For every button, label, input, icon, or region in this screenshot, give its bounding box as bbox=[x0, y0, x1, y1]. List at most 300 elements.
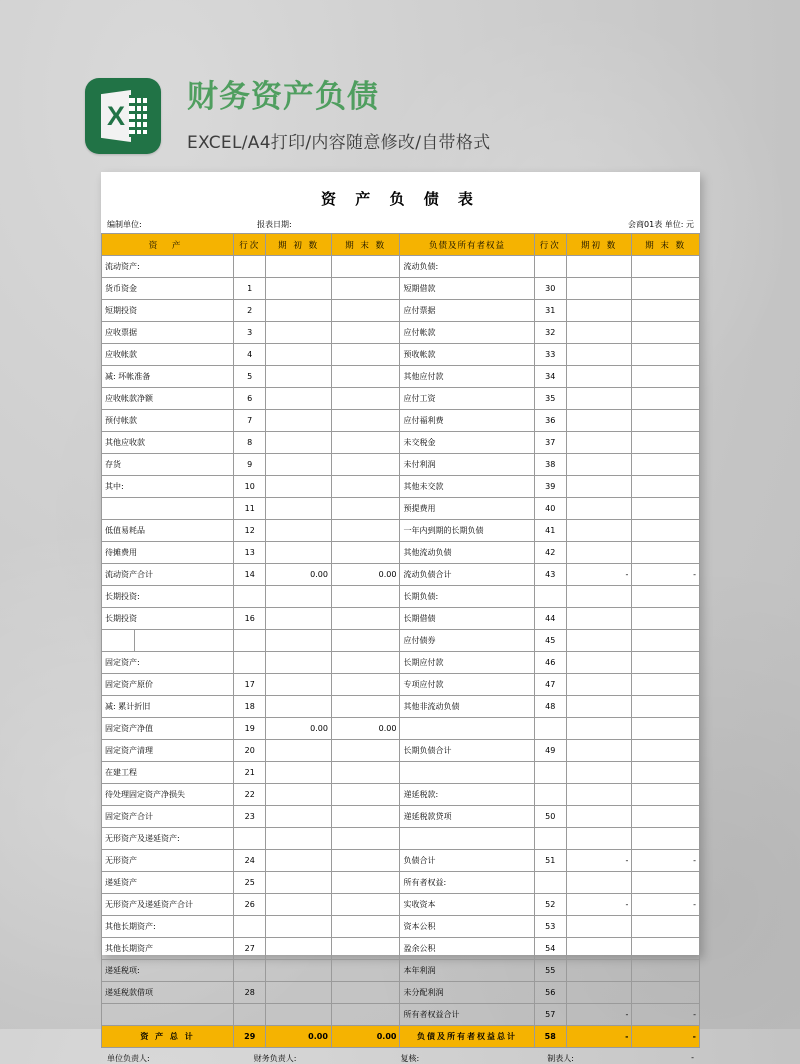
item-label-cell: 流动负债合计 bbox=[400, 564, 534, 586]
begin-value-cell bbox=[566, 740, 632, 762]
begin-value-cell bbox=[566, 652, 632, 674]
begin-value-cell bbox=[266, 850, 332, 872]
end-value-cell bbox=[632, 916, 700, 938]
begin-value-cell bbox=[266, 1004, 332, 1026]
item-label-cell: 专项应付款 bbox=[400, 674, 534, 696]
begin-value-cell bbox=[566, 938, 632, 960]
begin-value-cell bbox=[266, 740, 332, 762]
total-assets-line-no: 29 bbox=[234, 1026, 266, 1048]
end-value-cell bbox=[331, 740, 400, 762]
item-label-cell: 未分配利润 bbox=[400, 982, 534, 1004]
end-value-cell bbox=[632, 938, 700, 960]
begin-value-cell: - bbox=[566, 850, 632, 872]
end-value-cell bbox=[632, 410, 700, 432]
signature-trailing-dash: - bbox=[691, 1053, 694, 1062]
begin-value-cell bbox=[566, 806, 632, 828]
table-row bbox=[102, 388, 700, 410]
end-value-cell bbox=[331, 630, 400, 652]
begin-value-cell bbox=[266, 674, 332, 696]
line-no-cell: 56 bbox=[534, 982, 566, 1004]
end-value-cell bbox=[632, 740, 700, 762]
table-row bbox=[102, 432, 700, 454]
begin-value-cell bbox=[566, 454, 632, 476]
item-label-cell: 应付帐款 bbox=[400, 322, 534, 344]
balance-sheet-table bbox=[101, 233, 700, 1048]
table-row bbox=[102, 476, 700, 498]
item-label-cell: 低值易耗品 bbox=[102, 520, 234, 542]
table-row bbox=[102, 828, 700, 850]
begin-value-cell bbox=[566, 388, 632, 410]
line-no-cell bbox=[234, 960, 266, 982]
begin-value-cell bbox=[266, 960, 332, 982]
begin-value-cell bbox=[266, 432, 332, 454]
item-label-cell: 所有者权益合计 bbox=[400, 1004, 534, 1026]
col-header-end-right: 期 末 数 bbox=[632, 234, 700, 256]
table-body bbox=[102, 256, 700, 1048]
end-value-cell bbox=[331, 850, 400, 872]
begin-value-cell: - bbox=[566, 564, 632, 586]
begin-value-cell bbox=[266, 300, 332, 322]
table-row bbox=[102, 718, 700, 740]
end-value-cell bbox=[331, 608, 400, 630]
item-label-cell: 短期借款 bbox=[400, 278, 534, 300]
end-value-cell bbox=[632, 278, 700, 300]
begin-value-cell bbox=[266, 872, 332, 894]
table-row bbox=[102, 674, 700, 696]
begin-value-cell bbox=[566, 476, 632, 498]
begin-value-cell bbox=[266, 696, 332, 718]
line-no-cell bbox=[234, 828, 266, 850]
line-no-cell: 55 bbox=[534, 960, 566, 982]
item-label-cell: 应付票据 bbox=[400, 300, 534, 322]
item-label-cell: 递延资产 bbox=[102, 872, 234, 894]
line-no-cell: 33 bbox=[534, 344, 566, 366]
item-label-cell: 预提费用 bbox=[400, 498, 534, 520]
begin-value-cell bbox=[266, 806, 332, 828]
item-label-cell: 待摊费用 bbox=[102, 542, 234, 564]
item-label-cell: 长期投资 bbox=[102, 608, 234, 630]
section-label-cell: 无形资产及递延资产: bbox=[102, 828, 234, 850]
form-code-label: 会商01表 单位: 元 bbox=[628, 220, 694, 229]
end-value-cell bbox=[632, 630, 700, 652]
item-label-cell bbox=[102, 498, 234, 520]
table-row bbox=[102, 652, 700, 674]
end-value-cell: - bbox=[632, 894, 700, 916]
signature-finance-head: 财务负责人: bbox=[253, 1054, 297, 1063]
line-no-cell: 57 bbox=[534, 1004, 566, 1026]
line-no-cell: 41 bbox=[534, 520, 566, 542]
end-value-cell bbox=[331, 828, 400, 850]
line-no-cell: 35 bbox=[534, 388, 566, 410]
signature-unit-head: 单位负责人: bbox=[107, 1054, 150, 1063]
line-no-cell: 2 bbox=[234, 300, 266, 322]
line-no-cell: 51 bbox=[534, 850, 566, 872]
item-label-cell: 应付债券 bbox=[400, 630, 534, 652]
begin-value-cell bbox=[566, 498, 632, 520]
line-no-cell: 42 bbox=[534, 542, 566, 564]
end-value-cell bbox=[331, 366, 400, 388]
item-label-cell bbox=[400, 828, 534, 850]
item-label-cell: 固定资产合计 bbox=[102, 806, 234, 828]
total-liab-equity-end: - bbox=[632, 1026, 700, 1048]
line-no-cell bbox=[534, 828, 566, 850]
end-value-cell bbox=[331, 300, 400, 322]
table-row bbox=[102, 278, 700, 300]
begin-value-cell bbox=[566, 278, 632, 300]
table-row bbox=[102, 322, 700, 344]
end-value-cell bbox=[632, 960, 700, 982]
line-no-cell: 54 bbox=[534, 938, 566, 960]
end-value-cell bbox=[632, 366, 700, 388]
end-value-cell bbox=[331, 674, 400, 696]
begin-value-cell bbox=[566, 586, 632, 608]
line-no-cell: 22 bbox=[234, 784, 266, 806]
line-no-cell: 14 bbox=[234, 564, 266, 586]
item-label-cell: 其他非流动负债 bbox=[400, 696, 534, 718]
item-label-cell: 应收帐款净额 bbox=[102, 388, 234, 410]
begin-value-cell bbox=[266, 828, 332, 850]
table-row bbox=[102, 498, 700, 520]
section-label-cell: 流动负债: bbox=[400, 256, 534, 278]
line-no-cell: 28 bbox=[234, 982, 266, 1004]
item-label-cell: 长期借债 bbox=[400, 608, 534, 630]
section-label-cell: 递延税款: bbox=[400, 784, 534, 806]
section-label-cell: 其他长期资产: bbox=[102, 916, 234, 938]
item-label-cell bbox=[102, 1004, 234, 1026]
col-header-end-left: 期 末 数 bbox=[331, 234, 400, 256]
line-no-cell: 34 bbox=[534, 366, 566, 388]
item-label-cell bbox=[400, 718, 534, 740]
end-value-cell bbox=[632, 872, 700, 894]
line-no-cell bbox=[234, 586, 266, 608]
promo-banner bbox=[85, 78, 490, 154]
item-label-cell: 其他长期资产 bbox=[102, 938, 234, 960]
line-no-cell: 27 bbox=[234, 938, 266, 960]
line-no-cell: 53 bbox=[534, 916, 566, 938]
end-value-cell bbox=[331, 344, 400, 366]
section-label-cell: 固定资产: bbox=[102, 652, 234, 674]
end-value-cell: 0.00 bbox=[331, 718, 400, 740]
table-row bbox=[102, 960, 700, 982]
section-label-cell: 所有者权益: bbox=[400, 872, 534, 894]
begin-value-cell bbox=[266, 366, 332, 388]
item-label-cell: 固定资产原价 bbox=[102, 674, 234, 696]
begin-value-cell: 0.00 bbox=[266, 564, 332, 586]
end-value-cell bbox=[331, 1004, 400, 1026]
begin-value-cell bbox=[266, 762, 332, 784]
line-no-cell: 3 bbox=[234, 322, 266, 344]
line-no-cell: 46 bbox=[534, 652, 566, 674]
end-value-cell bbox=[632, 542, 700, 564]
item-label-cell: 其他应付款 bbox=[400, 366, 534, 388]
total-liab-equity-line-no: 58 bbox=[534, 1026, 566, 1048]
end-value-cell bbox=[331, 520, 400, 542]
section-label-cell: 递延税项: bbox=[102, 960, 234, 982]
begin-value-cell bbox=[266, 894, 332, 916]
end-value-cell bbox=[632, 432, 700, 454]
line-no-cell: 39 bbox=[534, 476, 566, 498]
item-label-cell: 盈余公积 bbox=[400, 938, 534, 960]
item-label-cell: 无形资产 bbox=[102, 850, 234, 872]
item-label-cell: 流动资产合计 bbox=[102, 564, 234, 586]
item-label-cell: 预付帐款 bbox=[102, 410, 234, 432]
split-cell bbox=[102, 630, 234, 652]
table-row bbox=[102, 740, 700, 762]
line-no-cell: 49 bbox=[534, 740, 566, 762]
begin-value-cell bbox=[266, 520, 332, 542]
begin-value-cell bbox=[266, 278, 332, 300]
begin-value-cell: - bbox=[566, 894, 632, 916]
end-value-cell bbox=[632, 454, 700, 476]
end-value-cell bbox=[331, 542, 400, 564]
end-value-cell bbox=[632, 762, 700, 784]
line-no-cell: 26 bbox=[234, 894, 266, 916]
end-value-cell bbox=[331, 652, 400, 674]
line-no-cell: 30 bbox=[534, 278, 566, 300]
table-row bbox=[102, 608, 700, 630]
line-no-cell: 50 bbox=[534, 806, 566, 828]
col-header-liabilities: 负债及所有者权益 bbox=[400, 234, 534, 256]
line-no-cell bbox=[534, 762, 566, 784]
end-value-cell bbox=[632, 806, 700, 828]
item-label-cell: 负债合计 bbox=[400, 850, 534, 872]
end-value-cell bbox=[331, 960, 400, 982]
begin-value-cell: - bbox=[566, 1004, 632, 1026]
item-label-cell: 固定资产净值 bbox=[102, 718, 234, 740]
end-value-cell bbox=[331, 256, 400, 278]
begin-value-cell bbox=[566, 982, 632, 1004]
line-no-cell bbox=[234, 652, 266, 674]
line-no-cell bbox=[234, 916, 266, 938]
begin-value-cell bbox=[566, 410, 632, 432]
item-label-cell: 一年内到期的长期负债 bbox=[400, 520, 534, 542]
end-value-cell bbox=[632, 608, 700, 630]
begin-value-cell bbox=[566, 542, 632, 564]
table-row bbox=[102, 894, 700, 916]
col-header-line-no-left: 行次 bbox=[234, 234, 266, 256]
item-label-cell: 应付福利费 bbox=[400, 410, 534, 432]
item-label-cell: 长期负债合计 bbox=[400, 740, 534, 762]
total-assets-begin: 0.00 bbox=[266, 1026, 332, 1048]
begin-value-cell bbox=[266, 476, 332, 498]
item-label-cell: 实收资本 bbox=[400, 894, 534, 916]
line-no-cell: 31 bbox=[534, 300, 566, 322]
line-no-cell bbox=[234, 1004, 266, 1026]
page-title: 资 产 负 债 表 bbox=[321, 190, 480, 208]
col-header-begin-left: 期 初 数 bbox=[266, 234, 332, 256]
end-value-cell bbox=[331, 278, 400, 300]
item-label-cell: 未交税金 bbox=[400, 432, 534, 454]
line-no-cell: 38 bbox=[534, 454, 566, 476]
section-label-cell: 流动资产: bbox=[102, 256, 234, 278]
line-no-cell: 43 bbox=[534, 564, 566, 586]
begin-value-cell bbox=[566, 630, 632, 652]
section-label-cell: 长期负债: bbox=[400, 586, 534, 608]
table-row bbox=[102, 586, 700, 608]
line-no-cell: 48 bbox=[534, 696, 566, 718]
line-no-cell: 21 bbox=[234, 762, 266, 784]
line-no-cell: 19 bbox=[234, 718, 266, 740]
begin-value-cell bbox=[566, 366, 632, 388]
signature-reviewer: 复核: bbox=[400, 1054, 420, 1063]
begin-value-cell bbox=[266, 542, 332, 564]
line-no-cell: 45 bbox=[534, 630, 566, 652]
end-value-cell bbox=[632, 696, 700, 718]
end-value-cell: 0.00 bbox=[331, 564, 400, 586]
item-label-cell: 减: 坏帐准备 bbox=[102, 366, 234, 388]
item-label-cell: 待处理固定资产净损失 bbox=[102, 784, 234, 806]
table-header bbox=[102, 234, 700, 256]
end-value-cell bbox=[632, 652, 700, 674]
table-row bbox=[102, 300, 700, 322]
table-row bbox=[102, 696, 700, 718]
line-no-cell: 44 bbox=[534, 608, 566, 630]
total-liab-equity-label: 负债及所有者权益总计 bbox=[400, 1026, 534, 1048]
item-label-cell: 递延税款借项 bbox=[102, 982, 234, 1004]
begin-value-cell bbox=[566, 344, 632, 366]
line-no-cell: 32 bbox=[534, 322, 566, 344]
item-label-cell: 短期投资 bbox=[102, 300, 234, 322]
begin-value-cell bbox=[566, 828, 632, 850]
item-label-cell: 其中: bbox=[102, 476, 234, 498]
item-label-cell: 未付利润 bbox=[400, 454, 534, 476]
begin-value-cell: 0.00 bbox=[266, 718, 332, 740]
begin-value-cell bbox=[266, 344, 332, 366]
begin-value-cell bbox=[266, 652, 332, 674]
begin-value-cell bbox=[566, 960, 632, 982]
end-value-cell bbox=[632, 300, 700, 322]
table-row bbox=[102, 762, 700, 784]
end-value-cell: - bbox=[632, 850, 700, 872]
end-value-cell bbox=[331, 454, 400, 476]
begin-value-cell bbox=[566, 608, 632, 630]
line-no-cell bbox=[534, 256, 566, 278]
begin-value-cell bbox=[266, 938, 332, 960]
total-assets-end: 0.00 bbox=[331, 1026, 400, 1048]
table-row bbox=[102, 916, 700, 938]
end-value-cell bbox=[331, 498, 400, 520]
begin-value-cell bbox=[566, 300, 632, 322]
report-date-label: 报表日期: bbox=[257, 220, 292, 229]
line-no-cell: 24 bbox=[234, 850, 266, 872]
begin-value-cell bbox=[566, 322, 632, 344]
begin-value-cell bbox=[266, 410, 332, 432]
begin-value-cell bbox=[266, 630, 332, 652]
begin-value-cell bbox=[266, 498, 332, 520]
begin-value-cell bbox=[566, 916, 632, 938]
table-row bbox=[102, 850, 700, 872]
line-no-cell: 18 bbox=[234, 696, 266, 718]
table-row bbox=[102, 454, 700, 476]
begin-value-cell bbox=[566, 872, 632, 894]
item-label-cell: 长期应付款 bbox=[400, 652, 534, 674]
signature-preparer: 制表人: bbox=[547, 1054, 574, 1063]
end-value-cell: - bbox=[632, 564, 700, 586]
table-row bbox=[102, 520, 700, 542]
line-no-cell: 9 bbox=[234, 454, 266, 476]
line-no-cell bbox=[534, 784, 566, 806]
end-value-cell: - bbox=[632, 1004, 700, 1026]
line-no-cell: 13 bbox=[234, 542, 266, 564]
line-no-cell bbox=[534, 586, 566, 608]
begin-value-cell bbox=[566, 762, 632, 784]
banner-subtitle: EXCEL/A4打印/内容随意修改/自带格式 bbox=[187, 132, 491, 153]
begin-value-cell bbox=[566, 256, 632, 278]
table-row bbox=[102, 256, 700, 278]
end-value-cell bbox=[331, 388, 400, 410]
end-value-cell bbox=[632, 674, 700, 696]
end-value-cell bbox=[331, 696, 400, 718]
begin-value-cell bbox=[566, 784, 632, 806]
begin-value-cell bbox=[266, 256, 332, 278]
begin-value-cell bbox=[266, 982, 332, 1004]
end-value-cell bbox=[632, 388, 700, 410]
end-value-cell bbox=[632, 718, 700, 740]
begin-value-cell bbox=[266, 784, 332, 806]
end-value-cell bbox=[331, 916, 400, 938]
col-header-begin-right: 期初 数 bbox=[566, 234, 632, 256]
item-label-cell: 其他流动负债 bbox=[400, 542, 534, 564]
end-value-cell bbox=[331, 982, 400, 1004]
table-row bbox=[102, 366, 700, 388]
item-label-cell: 其他应收款 bbox=[102, 432, 234, 454]
line-no-cell: 17 bbox=[234, 674, 266, 696]
begin-value-cell bbox=[266, 608, 332, 630]
line-no-cell: 16 bbox=[234, 608, 266, 630]
end-value-cell bbox=[331, 410, 400, 432]
item-label-cell: 货币资金 bbox=[102, 278, 234, 300]
begin-value-cell bbox=[566, 432, 632, 454]
end-value-cell bbox=[331, 322, 400, 344]
begin-value-cell bbox=[266, 322, 332, 344]
col-header-assets: 资 产 bbox=[102, 234, 234, 256]
balance-sheet-page bbox=[101, 172, 700, 1063]
total-liab-equity-begin: - bbox=[566, 1026, 632, 1048]
line-no-cell bbox=[534, 718, 566, 740]
begin-value-cell bbox=[266, 586, 332, 608]
line-no-cell bbox=[534, 872, 566, 894]
meta-row bbox=[101, 219, 700, 233]
end-value-cell bbox=[331, 762, 400, 784]
item-label-cell: 在建工程 bbox=[102, 762, 234, 784]
line-no-cell: 40 bbox=[534, 498, 566, 520]
table-row bbox=[102, 1004, 700, 1026]
item-label-cell: 其他未交款 bbox=[400, 476, 534, 498]
table-row bbox=[102, 542, 700, 564]
excel-icon-grid bbox=[129, 95, 147, 137]
item-label-cell: 应收帐款 bbox=[102, 344, 234, 366]
col-header-line-no-right: 行次 bbox=[534, 234, 566, 256]
line-no-cell: 23 bbox=[234, 806, 266, 828]
line-no-cell bbox=[234, 630, 266, 652]
table-row bbox=[102, 344, 700, 366]
end-value-cell bbox=[632, 784, 700, 806]
end-value-cell bbox=[632, 256, 700, 278]
table-row bbox=[102, 784, 700, 806]
end-value-cell bbox=[331, 586, 400, 608]
line-no-cell: 4 bbox=[234, 344, 266, 366]
begin-value-cell bbox=[566, 696, 632, 718]
line-no-cell: 6 bbox=[234, 388, 266, 410]
begin-value-cell bbox=[566, 674, 632, 696]
end-value-cell bbox=[632, 586, 700, 608]
item-label-cell: 应付工资 bbox=[400, 388, 534, 410]
prepared-by-label: 编制单位: bbox=[107, 220, 142, 229]
item-label-cell: 减: 累计折旧 bbox=[102, 696, 234, 718]
total-assets-label: 资 产 总 计 bbox=[102, 1026, 234, 1048]
line-no-cell: 37 bbox=[534, 432, 566, 454]
table-row bbox=[102, 410, 700, 432]
